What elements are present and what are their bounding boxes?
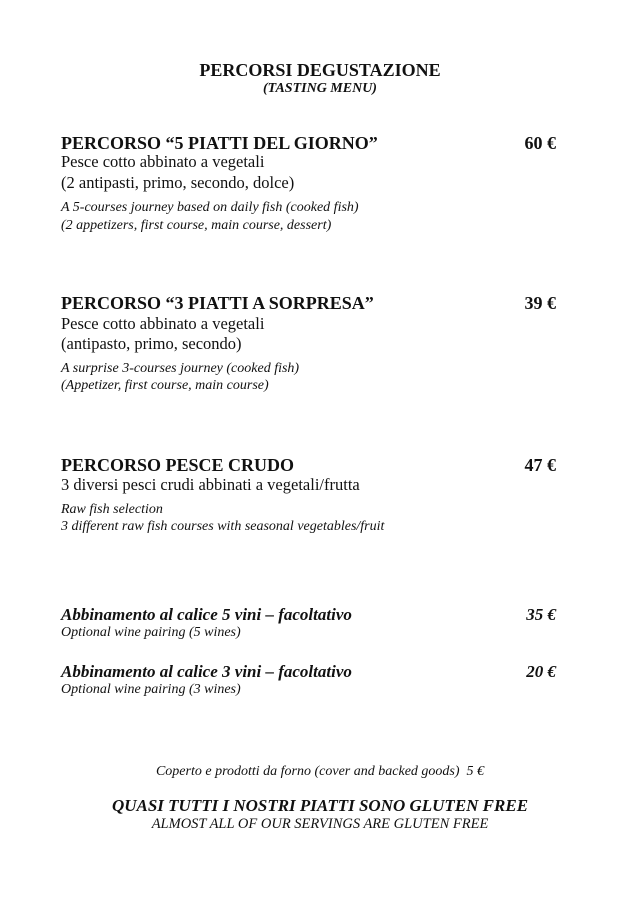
- menu-desc-en: 3 different raw fish courses with seasonal vegetables/fruit: [61, 519, 385, 534]
- page-title: PERCORSI DEGUSTAZIONE: [199, 60, 441, 80]
- menu-desc-it: (2 antipasti, primo, secondo, dolce): [61, 173, 295, 192]
- menu-desc-en: (2 appetizers, first course, main course, dessert): [61, 218, 332, 233]
- menu-price: 60 €: [524, 133, 556, 153]
- menu-desc-it: Pesce cotto abbinato a vegetali: [61, 314, 265, 333]
- gluten-free-note: QUASI TUTTI I NOSTRI PIATTI SONO GLUTEN FREE: [111, 796, 529, 815]
- page-subtitle: (TASTING MENU): [263, 81, 377, 96]
- menu-price: 39 €: [524, 293, 556, 313]
- menu-desc-en: A 5-courses journey based on daily fish (cooked fish): [61, 200, 359, 215]
- cover-charge: Coperto e prodotti da forno (cover and backed goods) 5 €: [155, 764, 485, 779]
- menu-desc-en: Raw fish selection: [61, 502, 163, 517]
- menu-price: 47 €: [524, 455, 556, 475]
- wine-pairing-title: Abbinamento al calice 5 vini – facoltativo: [61, 605, 352, 624]
- wine-pairing-desc: Optional wine pairing (5 wines): [61, 625, 241, 640]
- menu-desc-it: (antipasto, primo, secondo): [61, 334, 242, 353]
- menu-title: PERCORSO “3 PIATTI A SORPRESA”: [61, 293, 374, 313]
- wine-pairing-desc: Optional wine pairing (3 wines): [61, 682, 241, 697]
- gluten-free-note-en: ALMOST ALL OF OUR SERVINGS ARE GLUTEN FREE: [151, 816, 489, 832]
- wine-pairing-price: 35 €: [526, 605, 556, 624]
- menu-desc-it: 3 diversi pesci crudi abbinati a vegetali/frutta: [61, 475, 360, 494]
- wine-pairing-title: Abbinamento al calice 3 vini – facoltativo: [61, 662, 352, 681]
- menu-title: PERCORSO PESCE CRUDO: [61, 455, 295, 475]
- menu-desc-en: A surprise 3-courses journey (cooked fish): [61, 361, 300, 376]
- wine-pairing-price: 20 €: [526, 662, 556, 681]
- menu-desc-it: Pesce cotto abbinato a vegetali: [61, 152, 265, 171]
- menu-title: PERCORSO “5 PIATTI DEL GIORNO”: [61, 133, 378, 153]
- menu-desc-en: (Appetizer, first course, main course): [61, 378, 269, 393]
